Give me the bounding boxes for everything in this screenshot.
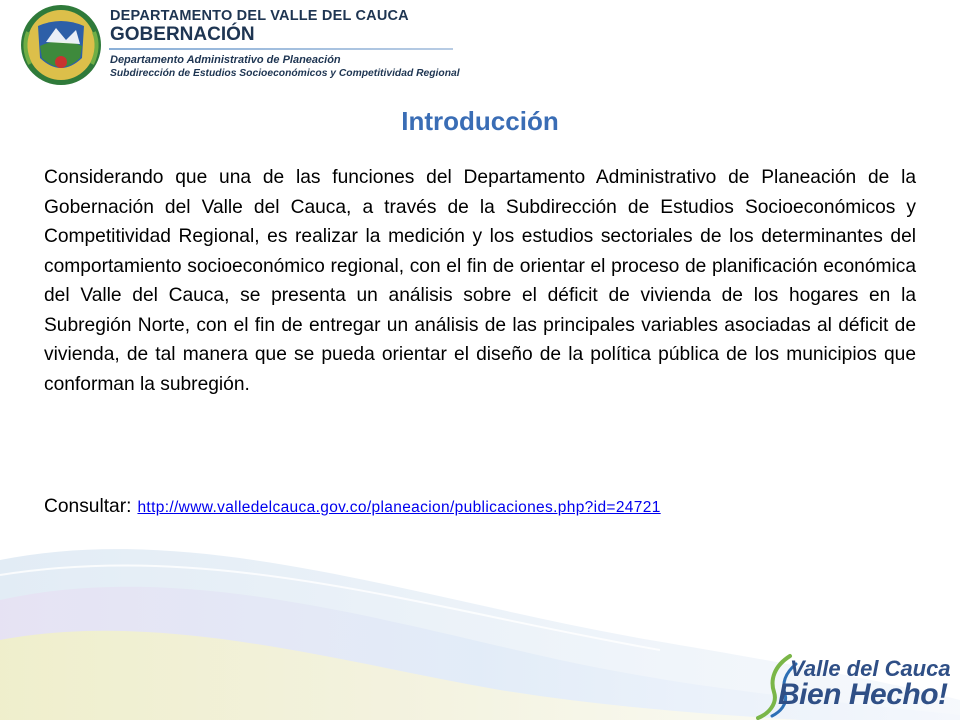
office-name: Departamento Administrativo de Planeación — [110, 54, 341, 66]
brand-line-1: Valle del Cauca — [790, 656, 951, 681]
header — [0, 0, 470, 95]
consult-label: Consultar: — [44, 496, 132, 517]
brand-logo — [750, 640, 960, 720]
body-paragraph: Considerando que una de las funciones del Departamento Administrativo de Planeación de la Gobernación del Valle del Cauca, a través de la Subdirección de Estudios Socioeconómicos y Competitividad Regional, es realizar la medición y los estudios sectoriales de los determinantes del comportamiento socioeconómico regional, con el fin de orientar el proceso de planificación económica del Valle del Cauca, se presenta un análisis sobre el déficit de vivienda de los hogares en la Subregión Norte, con el fin de entregar un análisis de las principales variables asociadas al déficit de vivienda, de tal manera que se pueda orientar el diseño de la política pública de los municipios que conforman la subregión. — [44, 167, 916, 395]
header-divider — [109, 48, 453, 50]
publication-link[interactable]: http://www.valledelcauca.gov.co/planeacion/publicaciones.php?id=24721 — [137, 499, 661, 516]
department-title: DEPARTAMENTO DEL VALLE DEL CAUCA — [110, 8, 409, 24]
valle-del-cauca-crest-icon — [18, 2, 104, 88]
slide-title: Introducción — [401, 106, 559, 136]
suboffice-name: Subdirección de Estudios Socioeconómicos y Competitividad Regional — [110, 68, 460, 79]
consult-line — [44, 496, 661, 518]
government-title: GOBERNACIÓN — [110, 24, 255, 45]
brand-line-2: Bien Hecho! — [778, 678, 948, 711]
